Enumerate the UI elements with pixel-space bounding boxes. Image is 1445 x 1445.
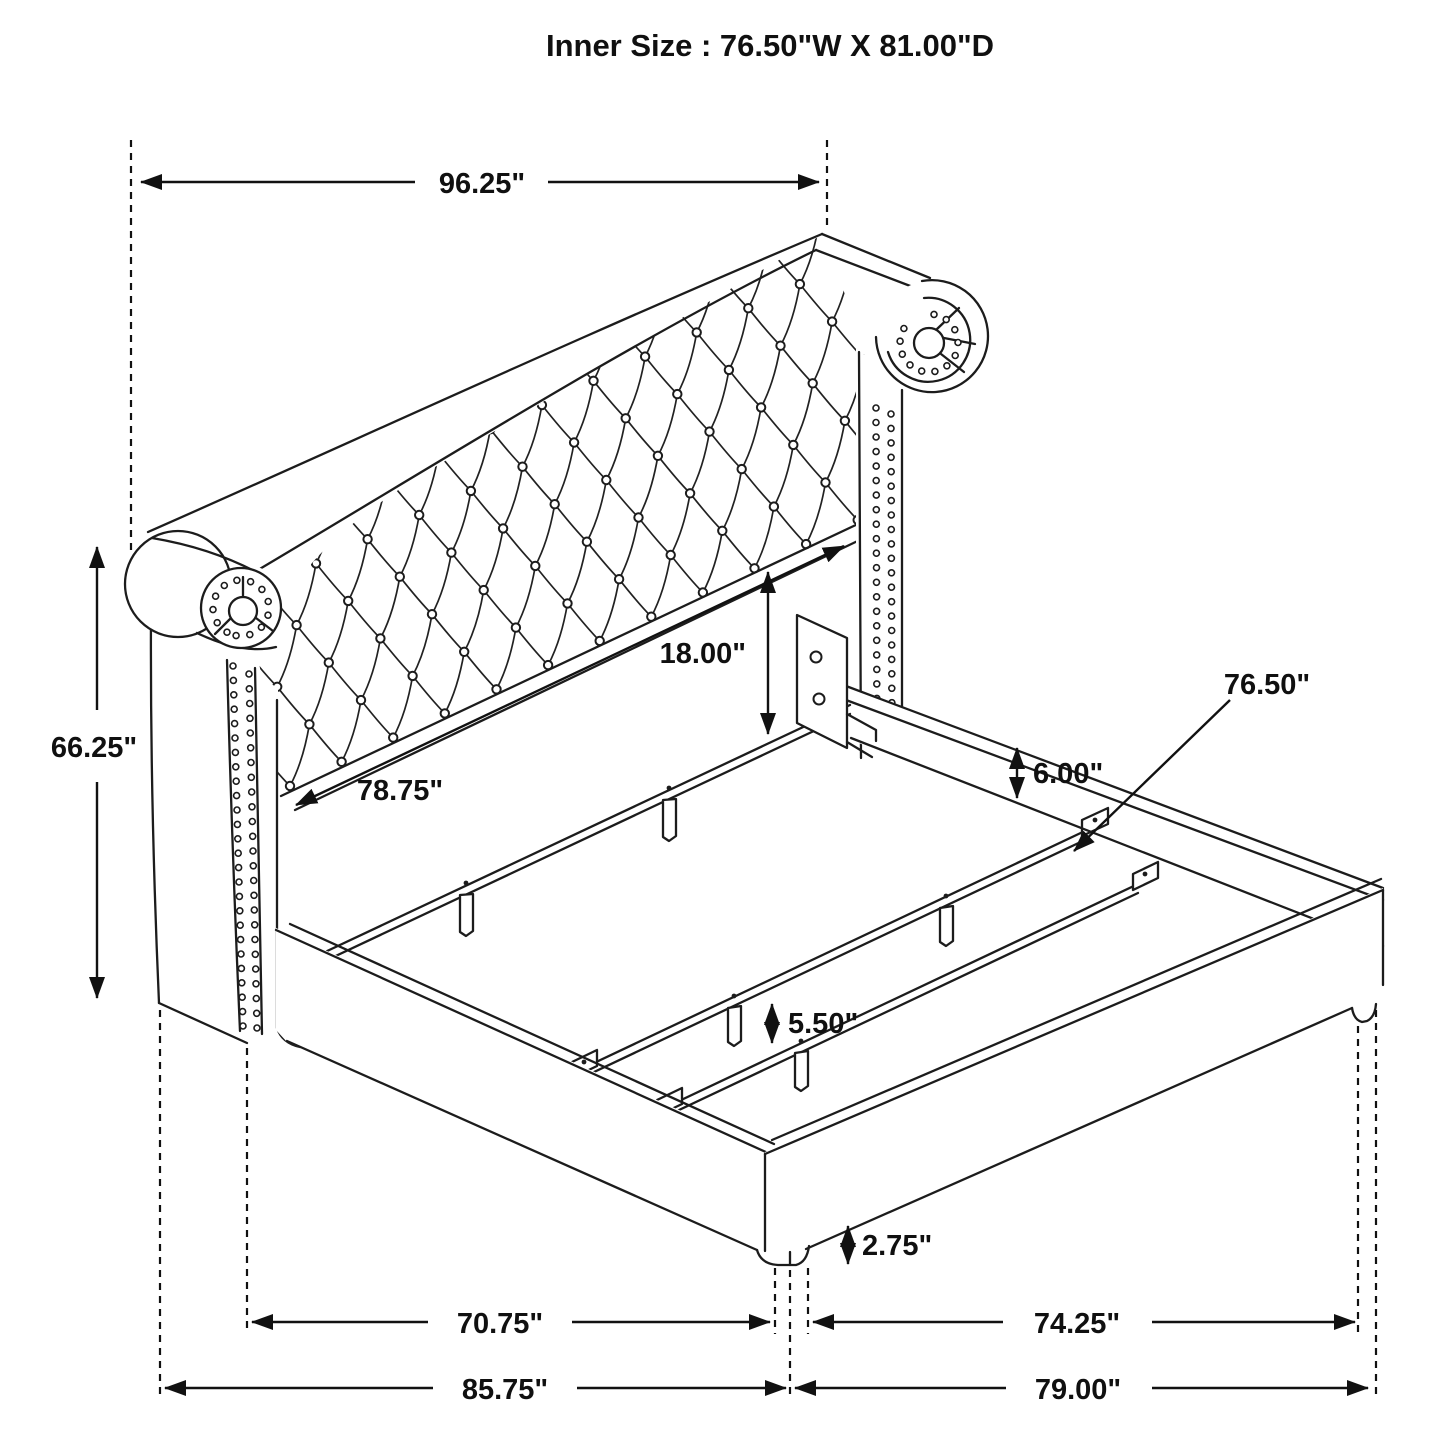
left-arm-roll [125,531,281,652]
dim-frame-leg-height [848,1226,932,1264]
inner-size-title: Inner Size : 76.50"W X 81.00"D [545,28,995,63]
dim-headboard-height [51,547,137,998]
right-scroll-post [856,280,988,760]
left-side-rail [276,924,774,1252]
slat-leg [940,906,953,946]
dim-label-headboard-inner-width: 78.75" [356,775,444,807]
dim-label-panel-to-rail: 18.00" [659,638,746,670]
dim-label-inner-length-front: 70.75" [456,1308,544,1340]
dim-label-frame-leg-height: 2.75" [862,1230,933,1262]
dim-label-overall-length-right: 79.00" [1034,1374,1122,1406]
foot-rail [765,879,1383,1252]
right-leg [1352,1004,1376,1022]
slat-leg [663,799,676,841]
slat-leg [728,1006,741,1046]
bracket-hole [811,652,822,663]
slat-leg [460,894,473,936]
dim-overall-length-left [165,1374,786,1406]
dim-label-side-rail-height: 6.00" [1033,758,1104,790]
dim-label-overall-length-left: 85.75" [461,1374,549,1406]
slat-leg [795,1051,808,1091]
dim-inner-length-right [813,1308,1355,1340]
dim-label-headboard-height: 66.25" [50,732,138,764]
dim-label-headboard-width: 96.25" [438,168,526,200]
right-scroll-center [914,328,944,358]
left-curl-center [229,597,257,625]
dim-inner-length-front [252,1308,770,1340]
corner-to-scroll-outer [822,234,930,278]
dim-label-slat-rail-length: 76.50" [1223,669,1311,701]
bracket-hole [814,694,825,705]
dim-slat-leg-height [772,1004,858,1043]
dim-label-inner-length-right: 74.25" [1033,1308,1121,1340]
dim-headboard-width [141,168,819,200]
panel-background [258,236,866,802]
dim-overall-length-right [795,1374,1368,1406]
dim-label-slat-leg-height: 5.50" [788,1008,859,1040]
